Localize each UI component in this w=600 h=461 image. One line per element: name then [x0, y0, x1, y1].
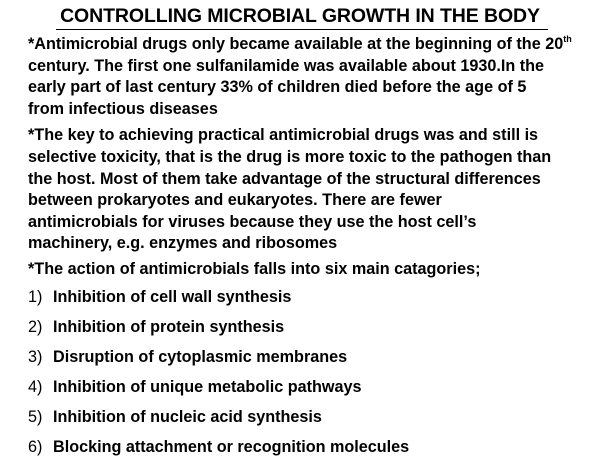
title-underline — [56, 29, 548, 30]
list-number: 1) — [28, 287, 43, 306]
paragraph-selective-toxicity — [0, 125, 600, 255]
ordinal-superscript: th — [563, 34, 572, 44]
list-number: 6) — [28, 437, 43, 456]
paragraph-line: from infectious diseases — [28, 99, 218, 118]
categories-list — [0, 281, 600, 461]
paragraph-line: antimicrobials for viruses because they use the host cell’s — [28, 212, 477, 231]
list-item — [0, 311, 600, 341]
list-item — [0, 281, 600, 311]
paragraph-antimicrobial-history — [0, 34, 600, 120]
slide-title: CONTROLLING MICROBIAL GROWTH IN THE BODY — [60, 5, 540, 27]
paragraph-line: *The action of antimicrobials falls into six main catagories; — [28, 259, 481, 278]
paragraph-line: *The key to achieving practical antimicrobial drugs was and still is — [28, 126, 539, 145]
paragraph-categories-intro — [0, 259, 600, 281]
list-number: 4) — [28, 377, 43, 396]
list-item — [0, 371, 600, 401]
slide-body — [0, 34, 600, 461]
list-item-text: Inhibition of unique metabolic pathways — [53, 377, 362, 396]
list-item — [0, 401, 600, 431]
paragraph-line: early part of last century 33% of children died before the age of 5 — [28, 78, 527, 97]
list-item-text: Blocking attachment or recognition molecules — [53, 437, 410, 456]
paragraph-line: selective toxicity, that is the drug is more toxic to the pathogen than — [28, 147, 552, 166]
paragraph-line — [28, 34, 598, 56]
list-item-text: Inhibition of cell wall synthesis — [53, 287, 292, 306]
list-item — [0, 431, 600, 461]
list-number: 3) — [28, 347, 43, 366]
list-item-text: Disruption of cytoplasmic membranes — [53, 347, 348, 366]
list-item-text: Inhibition of nucleic acid synthesis — [53, 407, 322, 426]
list-number: 5) — [28, 407, 43, 426]
paragraph-line: century. The first one sulfanilamide was available about 1930.In the — [28, 56, 545, 75]
list-item — [0, 341, 600, 371]
paragraph-line: between prokaryotes and eukaryotes. There are fewer — [28, 191, 442, 210]
list-item-text: Inhibition of protein synthesis — [53, 317, 285, 336]
paragraph-line: machinery, e.g. enzymes and ribosomes — [28, 234, 338, 253]
paragraph-text: *Antimicrobial drugs only became available at the beginning of the 20 — [28, 35, 564, 53]
paragraph-line: the host. Most of them take advantage of the structural differences — [28, 169, 541, 188]
list-number: 2) — [28, 317, 43, 336]
